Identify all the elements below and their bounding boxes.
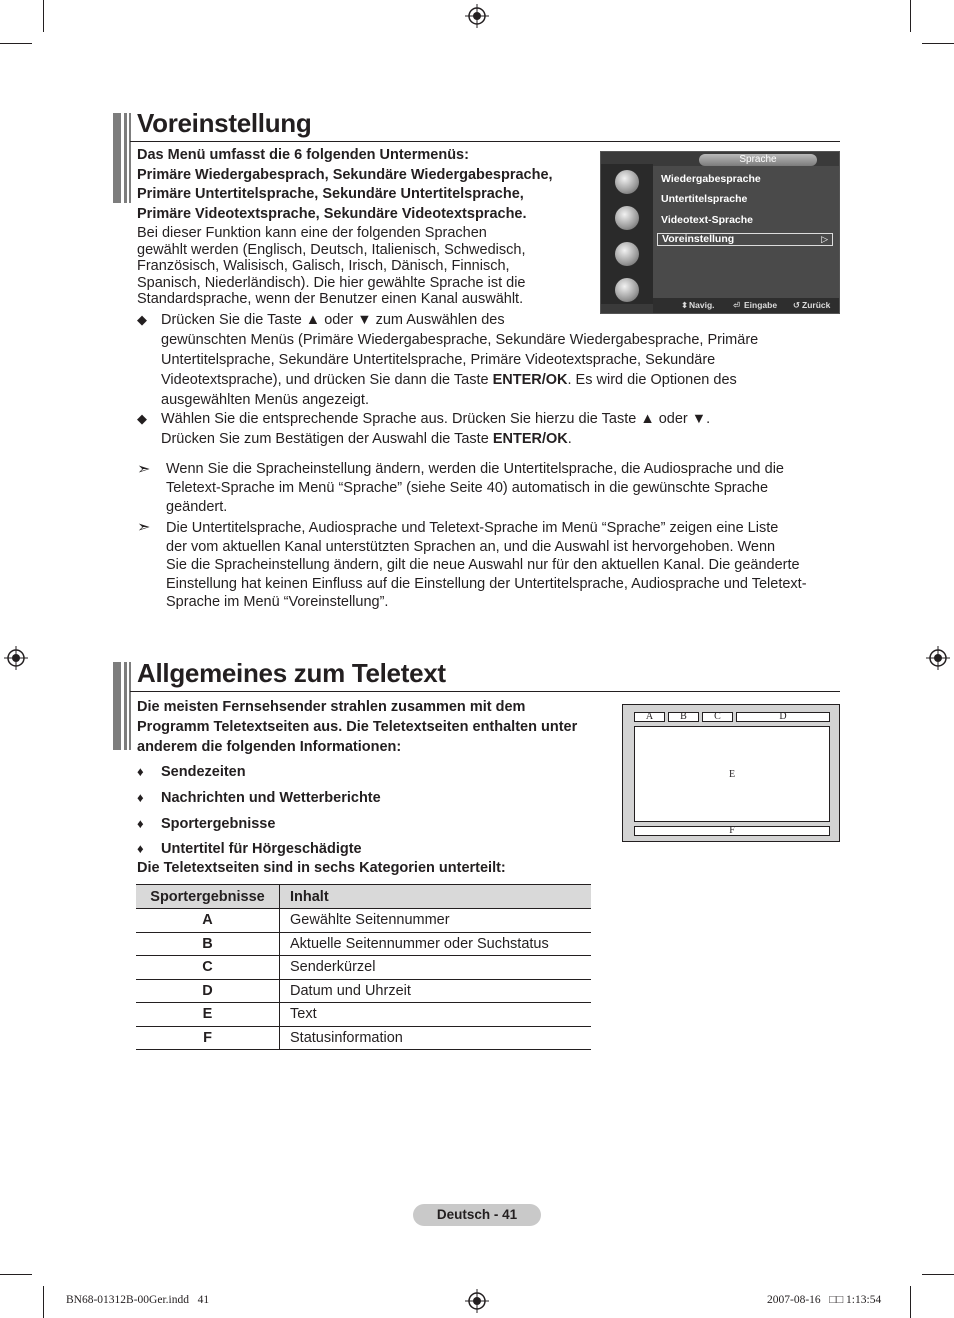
intro-line: anderem die folgenden Informationen: — [137, 739, 402, 755]
table-cell: C — [136, 956, 280, 980]
note-line: Sie die Spracheinstellung ändern, gilt die neue Auswahl nur für den aktuellen Kanal. Die geänderte — [166, 557, 800, 573]
diamond-bullet-icon: ♦ — [137, 764, 144, 779]
bullet-line — [161, 370, 758, 390]
footer-enter: Eingabe — [744, 300, 778, 310]
info-bullet — [137, 814, 537, 834]
bullet-line: Untertitelsprache, Sekundäre Untertitelsprache, Primäre Videotextsprache, Sekundäre — [161, 352, 716, 368]
tv-menu-item: Videotext-Sprache — [661, 214, 754, 226]
teletext-field-a: A — [634, 712, 665, 722]
footer-navig: Navig. — [689, 300, 715, 310]
note-text — [166, 519, 807, 612]
table-cell: B — [136, 932, 280, 956]
tv-menu-item-selected — [657, 233, 833, 246]
intro-bold-line: Primäre Videotextsprache, Sekundäre Videotextsprache. — [137, 205, 527, 222]
note-line: Wenn Sie die Spracheinstellung ändern, werden die Untertitelsprache, die Audiosprache und die — [166, 461, 784, 477]
instruction-bullet — [137, 310, 817, 410]
diamond-bullet-icon: ◆ — [137, 411, 147, 426]
categories-table — [136, 884, 591, 1050]
bullet-text — [161, 409, 710, 449]
instruction-bullet — [137, 409, 817, 449]
tv-menu-item: Untertitelsprache — [661, 193, 748, 205]
bullet-line: Drücken Sie die Taste ▲ oder ▼ zum Auswählen des — [161, 312, 505, 328]
note-line: der vom aktuellen Kanal unterstützten Sprachen an, und die Auswahl ist hervorgehoben. Wenn — [166, 538, 776, 555]
table-row — [136, 979, 591, 1003]
note — [137, 519, 847, 614]
return-icon: ↺ — [793, 300, 801, 310]
registration-mark-icon — [465, 4, 489, 28]
table-cell: Aktuelle Seitennummer oder Suchstatus — [280, 932, 592, 956]
crop-mark — [922, 1274, 954, 1275]
bullet-line: gewünschten Menüs (Primäre Wiedergabesprache, Sekundäre Wiedergabesprache, Primäre — [161, 332, 759, 348]
note-line: Sprache im Menü “Voreinstellung”. — [166, 594, 389, 610]
section-marker — [113, 662, 131, 750]
page-number-badge: Deutsch - 41 — [413, 1204, 541, 1226]
bullet-text: Nachrichten und Wetterberichte — [161, 790, 381, 806]
setup-gear-icon — [615, 242, 639, 266]
bullet-text: Untertitel für Hörgeschädigte — [161, 841, 362, 857]
section-divider — [130, 691, 840, 692]
sound-icon — [615, 206, 639, 230]
note-line: geändert. — [166, 499, 228, 515]
teletext-intro — [137, 697, 577, 757]
print-footer-timestamp: 2007-08-16 □□ 1:13:54 — [767, 1294, 882, 1306]
table-row — [136, 932, 591, 956]
enter-icon: ⏎ — [733, 300, 741, 310]
info-bullet — [137, 762, 537, 782]
section-marker — [113, 113, 131, 203]
bullet-text-part: . — [567, 431, 572, 447]
crop-mark — [910, 1286, 911, 1318]
bullet-line: Wählen Sie die entsprechende Sprache aus. Drücken Sie hierzu die Taste ▲ oder ▼. — [161, 411, 711, 427]
note — [137, 460, 837, 520]
table-row — [136, 1003, 591, 1027]
section-title: Voreinstellung — [137, 108, 312, 138]
registration-mark-icon — [4, 646, 28, 670]
note-arrow-icon: ➣ — [137, 461, 151, 478]
intro-line: Spanisch, Niederländisch). Die hier gewählte Sprache ist die — [137, 274, 526, 291]
registration-mark-icon — [465, 1289, 489, 1313]
teletext-field-e: E — [634, 726, 830, 822]
note-line: Teletext-Sprache im Menü “Sprache” (siehe Seite 40) automatisch in die gewünschte Sprache — [166, 480, 769, 496]
categories-summary: Die Teletextseiten sind in sechs Kategorien unterteilt: — [137, 860, 506, 876]
print-footer-file: BN68-01312B-00Ger.indd 41 — [66, 1294, 210, 1306]
bullet-text-part: Videotextsprache), und drücken Sie dann die Taste — [161, 372, 493, 388]
intro-bold-line: Primäre Wiedergabesprach, Sekundäre Wiedergabesprache, — [137, 166, 553, 183]
diamond-bullet-icon: ♦ — [137, 790, 144, 805]
table-cell: Datum und Uhrzeit — [280, 979, 592, 1003]
table-header-row — [136, 885, 591, 909]
bullet-text: Sportergebnisse — [161, 816, 276, 832]
intro-bold-line: Das Menü umfasst die 6 folgenden Untermenüs: — [137, 147, 469, 163]
note-line: Einstellung hat keinen Einfluss auf die Einstellung der Untertitelsprache, Audiosprache und Teletext- — [166, 575, 807, 592]
table-cell: A — [136, 909, 280, 933]
crop-mark — [910, 0, 911, 32]
section-divider — [130, 141, 840, 142]
intro-line: gewählt werden (Englisch, Deutsch, Italienisch, Schwedisch, — [137, 241, 526, 258]
bullet-line — [161, 429, 710, 449]
bullet-text: Sendezeiten — [161, 764, 246, 780]
intro-line: Programm Teletextseiten aus. Die Teletextseiten enthalten unter — [137, 719, 578, 735]
table-row — [136, 1026, 591, 1050]
intro-bold-line: Primäre Untertitelsprache, Sekundäre Untertitelsprache, — [137, 186, 524, 202]
bullet-line: ausgewählten Menüs angezeigt. — [161, 392, 369, 408]
info-bullet — [137, 788, 537, 808]
crop-mark — [43, 0, 44, 32]
tv-menu-header: Sprache — [699, 154, 817, 166]
diamond-bullet-icon: ◆ — [137, 312, 147, 327]
table-row — [136, 909, 591, 933]
diamond-bullet-icon: ♦ — [137, 816, 144, 831]
intro-line: Französisch, Walisisch, Galisch, Irisch, Dänisch, Finnisch, — [137, 258, 510, 274]
crop-mark — [0, 1274, 32, 1275]
note-text — [166, 460, 784, 517]
teletext-field-d: D — [736, 712, 830, 722]
table-cell: E — [136, 1003, 280, 1027]
table-cell: Statusinformation — [280, 1026, 592, 1050]
intro-text — [137, 225, 525, 308]
teletext-field-c: C — [702, 712, 733, 722]
bullet-text — [161, 310, 758, 410]
table-cell: F — [136, 1026, 280, 1050]
info-bullet — [137, 839, 537, 859]
section-title: Allgemeines zum Teletext — [137, 658, 446, 688]
bullet-text-part: . Es wird die Optionen des — [567, 372, 737, 388]
input-icon — [615, 278, 639, 302]
bullet-text-part: Drücken Sie zum Bestätigen der Auswahl die Taste — [161, 431, 493, 447]
crop-mark — [0, 43, 32, 44]
table-row — [136, 956, 591, 980]
table-header: Sportergebnisse — [136, 885, 280, 909]
enter-ok-key: ENTER/OK — [492, 372, 568, 388]
diamond-bullet-icon: ♦ — [137, 841, 144, 856]
footer-back: Zurück — [802, 300, 831, 310]
arrow-right-icon: ▷ — [821, 234, 828, 244]
updown-icon: ⬍ — [681, 300, 689, 310]
tv-menu-item: Wiedergabesprache — [661, 173, 761, 185]
table-header: Inhalt — [280, 885, 592, 909]
tv-menu-panel — [653, 166, 839, 298]
crop-mark — [922, 43, 954, 44]
intro-bold — [137, 146, 553, 224]
intro-line: Bei dieser Funktion kann eine der folgenden Sprachen — [137, 225, 487, 241]
teletext-field-f: F — [634, 826, 830, 836]
registration-mark-icon — [926, 646, 950, 670]
teletext-diagram — [622, 704, 840, 842]
tv-menu-selected-label: Voreinstellung — [662, 233, 735, 245]
tv-menu-sidebar — [601, 164, 653, 304]
intro-line: Die meisten Fernsehsender strahlen zusammen mit dem — [137, 699, 526, 715]
note-line: Die Untertitelsprache, Audiosprache und Teletext-Sprache im Menü “Sprache” zeigen eine Liste — [166, 520, 779, 536]
teletext-field-b: B — [668, 712, 699, 722]
note-arrow-icon: ➣ — [137, 519, 151, 536]
table-cell: Senderkürzel — [280, 956, 592, 980]
intro-line: Standardsprache, wenn der Benutzer einen Kanal auswählt. — [137, 291, 524, 307]
table-cell: Gewählte Seitennummer — [280, 909, 592, 933]
tv-menu-screenshot — [600, 151, 840, 314]
enter-ok-key: ENTER/OK — [492, 431, 568, 447]
picture-icon — [615, 170, 639, 194]
crop-mark — [43, 1286, 44, 1318]
table-cell: Text — [280, 1003, 592, 1027]
table-cell: D — [136, 979, 280, 1003]
